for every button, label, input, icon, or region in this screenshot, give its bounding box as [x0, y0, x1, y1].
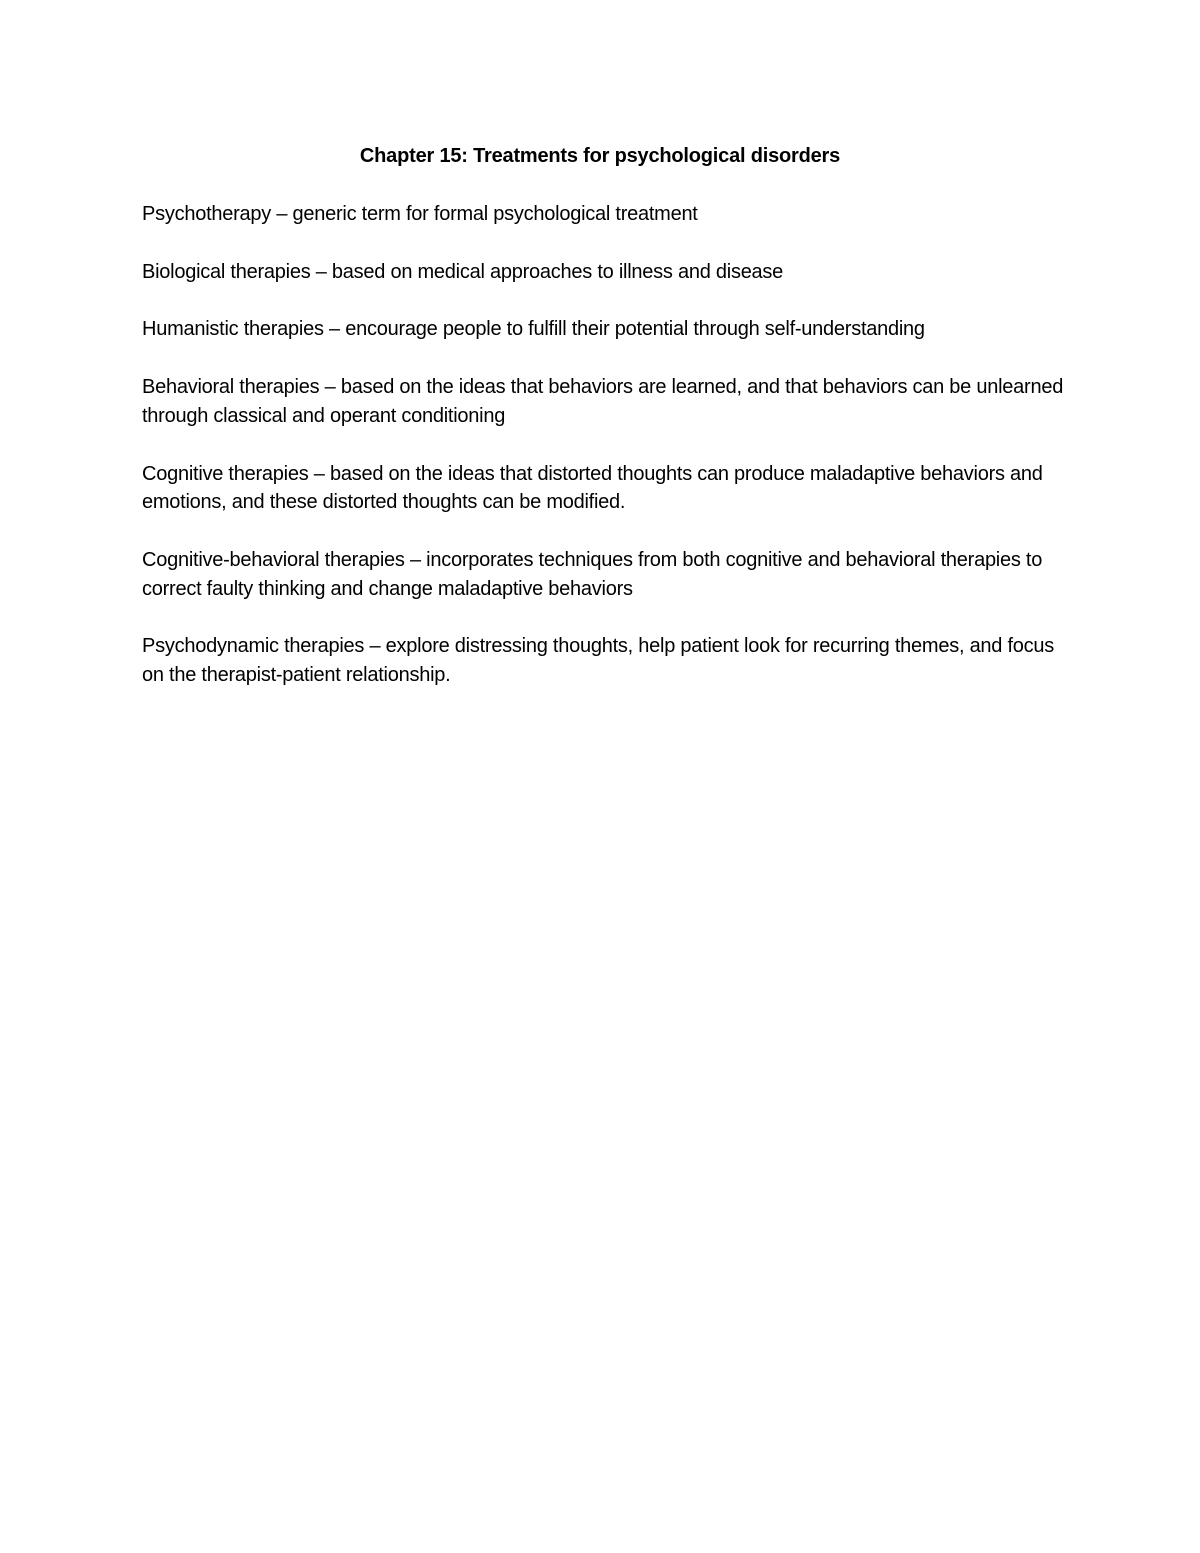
definition-psychotherapy: Psychotherapy – generic term for formal psychological treatment [142, 203, 698, 225]
definition-cognitive-behavioral-therapies: Cognitive-behavioral therapies – incorporates techniques from both cognitive and behavioral therapies to correct faulty thinking and change maladaptive behaviors [142, 548, 1043, 600]
page-title: Chapter 15: Treatments for psychological disorders [359, 145, 841, 167]
definition-behavioral-therapies: Behavioral therapies – based on the ideas that behaviors are learned, and that behaviors can be unlearned through classical and operant conditioning [142, 376, 1064, 427]
definition-biological-therapies: Biological therapies – based on medical approaches to illness and disease [142, 260, 784, 283]
definition-cognitive-therapies: Cognitive therapies – based on the ideas that distorted thoughts can produce maladaptive behaviors and emotions, and these distorted thoughts can be modified. [142, 462, 1043, 514]
definition-list [142, 200, 1072, 719]
definition-psychodynamic-therapies: Psychodynamic therapies – explore distressing thoughts, help patient look for recurring themes, and focus on the therapist-patient relationship. [142, 635, 1055, 687]
definition-humanistic-therapies: Humanistic therapies – encourage people to fulfill their potential through self-understanding [142, 318, 925, 341]
